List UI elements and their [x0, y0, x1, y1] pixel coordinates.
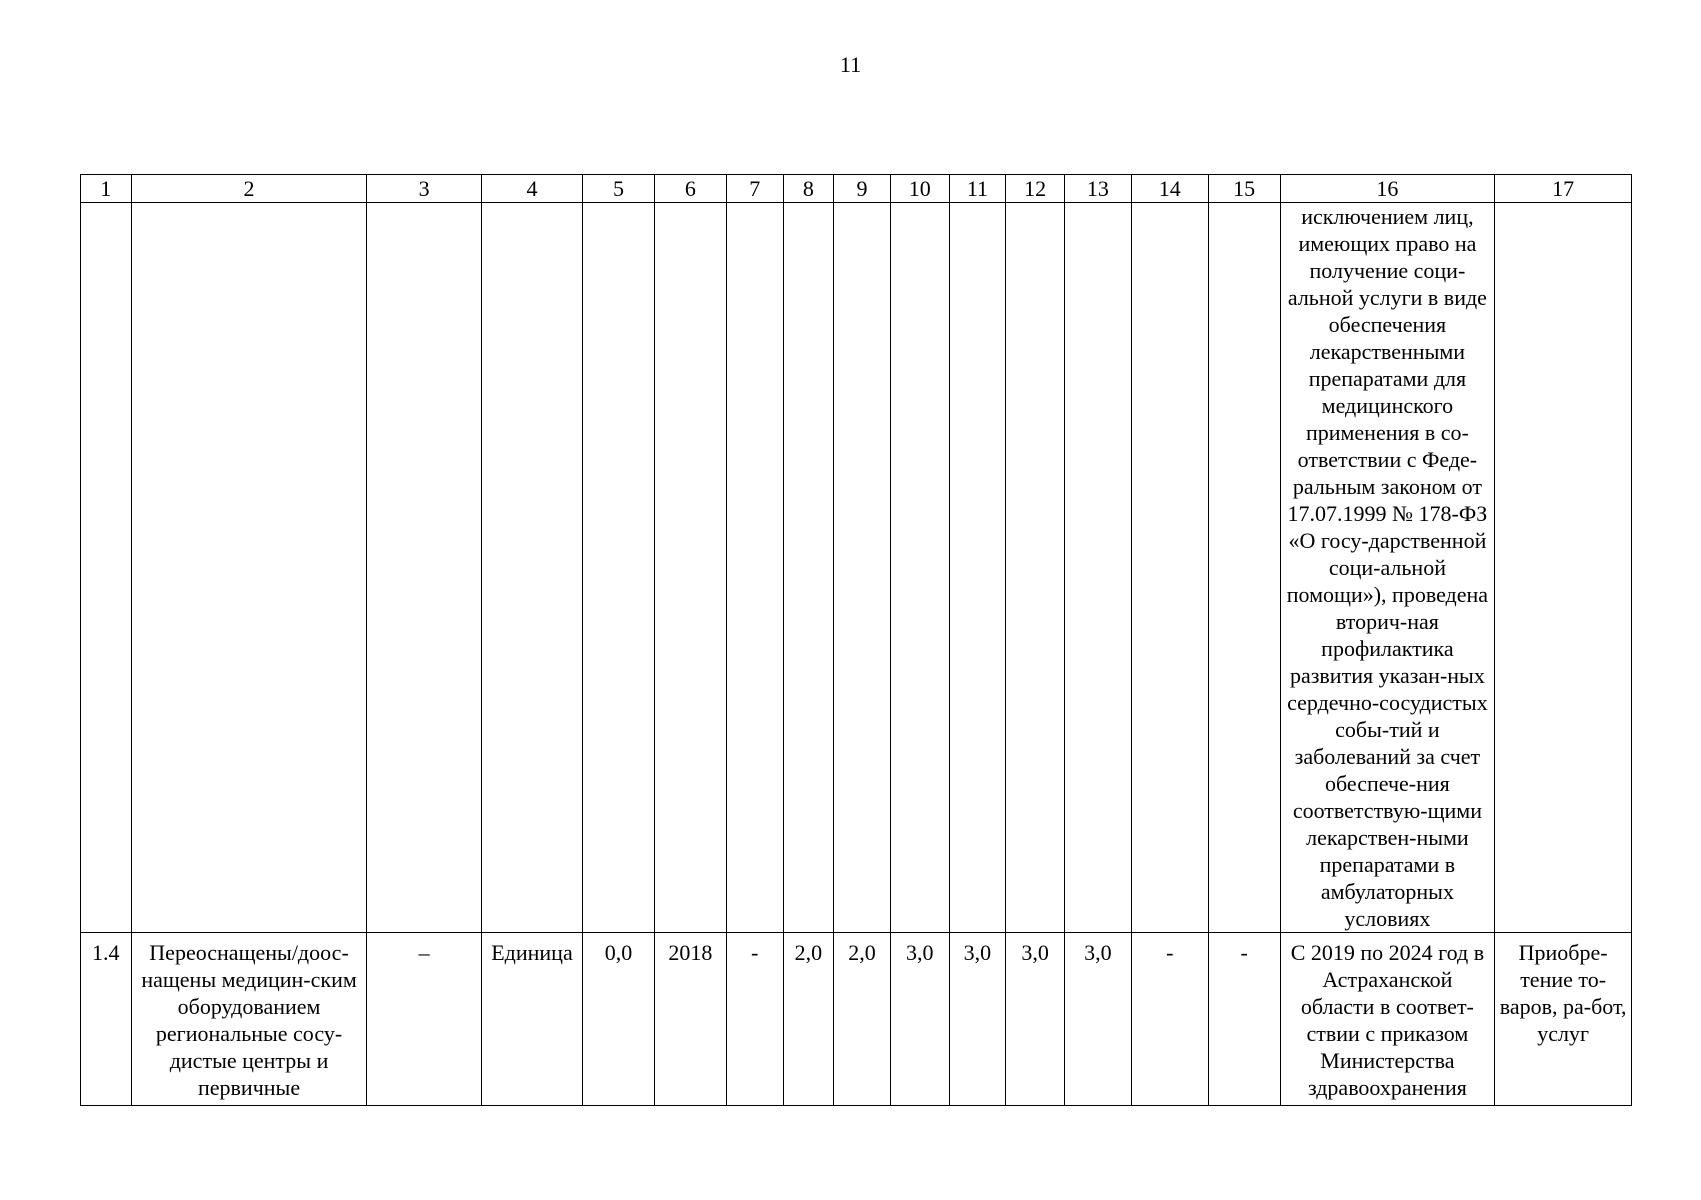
table-cell [890, 203, 949, 933]
table-row-1-4 [81, 933, 1632, 1106]
unit-cell: Единица [481, 933, 582, 1106]
header-cell: 2 [131, 175, 367, 203]
header-cell: 15 [1208, 175, 1280, 203]
table-cell: - [726, 933, 783, 1106]
result-name-cell: Переоснащены/доос-нащены медицин-ским оборудованием региональные сосу-дистые центры и первичные [131, 933, 367, 1106]
table-cell [583, 203, 655, 933]
header-cell: 5 [583, 175, 655, 203]
table-cell [81, 203, 132, 933]
table-cell [481, 203, 582, 933]
result-description-cell: С 2019 по 2024 год в Астраханской области в соответ-ствии с приказом Министерства здравоохранения [1280, 933, 1495, 1106]
header-cell: 14 [1131, 175, 1208, 203]
table-cell [367, 203, 481, 933]
result-type-cell: Приобре-тение то-варов, ра-бот, услуг [1495, 933, 1632, 1106]
table-cell: 3,0 [1006, 933, 1065, 1106]
program-table [80, 174, 1632, 1106]
header-cell: 8 [783, 175, 834, 203]
table-cell: – [367, 933, 481, 1106]
table-cell [834, 203, 891, 933]
table-cell: - [1131, 933, 1208, 1106]
table-cell: 3,0 [890, 933, 949, 1106]
table-cell [1208, 203, 1280, 933]
table-cell: 2,0 [834, 933, 891, 1106]
page-number: 11 [839, 52, 862, 77]
table-cell [1006, 203, 1065, 933]
header-cell: 7 [726, 175, 783, 203]
header-cell: 3 [367, 175, 481, 203]
table-cell: - [1208, 933, 1280, 1106]
header-cell: 12 [1006, 175, 1065, 203]
table-cell [726, 203, 783, 933]
header-cell: 1 [81, 175, 132, 203]
row-number-cell: 1.4 [81, 933, 132, 1106]
header-cell: 10 [890, 175, 949, 203]
table-cell: 3,0 [1064, 933, 1131, 1106]
table-header-row [81, 175, 1632, 203]
header-cell: 11 [949, 175, 1006, 203]
header-cell: 13 [1064, 175, 1131, 203]
table-cell: 3,0 [949, 933, 1006, 1106]
base-value-cell: 0,0 [583, 933, 655, 1106]
table-cell [783, 203, 834, 933]
table-row-continuation [81, 203, 1632, 933]
header-cell: 6 [654, 175, 726, 203]
header-cell: 16 [1280, 175, 1495, 203]
table-cell [1495, 203, 1632, 933]
header-cell: 4 [481, 175, 582, 203]
table-cell [131, 203, 367, 933]
table-cell [1131, 203, 1208, 933]
header-cell: 9 [834, 175, 891, 203]
header-cell: 17 [1495, 175, 1632, 203]
table-cell [949, 203, 1006, 933]
base-year-cell: 2018 [654, 933, 726, 1106]
table-cell [654, 203, 726, 933]
table-cell [1064, 203, 1131, 933]
table-cell: 2,0 [783, 933, 834, 1106]
result-description-cell: исключением лиц, имеющих право на получение соци-альной услуги в виде обеспечения лекарственными препаратами для медицинского применения в со-ответствии с Феде-ральным законом от 17.07.1999 № 178-ФЗ «О госу-дарственной соци-альной помощи»), проведена вторич-ная профилактика развития указан-ных сердечно-сосудистых собы-тий и заболеваний за счет обеспече-ния соответствую-щими лекарствен-ными препаратами в амбулаторных условиях [1280, 203, 1495, 933]
